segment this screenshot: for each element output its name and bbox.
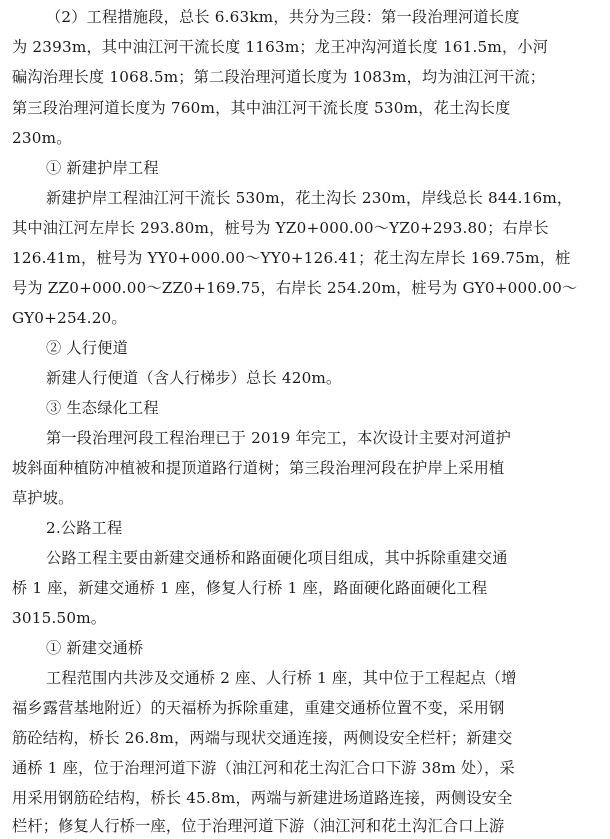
paragraph-line: GY0+254.20。 xyxy=(12,309,127,327)
paragraph-line: （2）工程措施段，总长 6.63km，共分为三段：第一段治理河道长度 xyxy=(46,8,520,26)
paragraph-line: 230m。 xyxy=(12,129,72,147)
paragraph-line: 公路工程主要由新建交通桥和路面硬化项目组成，其中拆除重建交通 xyxy=(46,549,508,567)
paragraph-line: 坡斜面种植防冲植被和提顶道路行道树；第三段治理河段在护岸上采用植 xyxy=(12,459,505,477)
paragraph-line: 第一段治理河段工程治理已于 2019 年完工，本次设计主要对河道护 xyxy=(46,429,511,447)
paragraph-line: 126.41m，桩号为 YY0+000.00～YY0+126.41；花土沟左岸长 169.75m，桩 xyxy=(12,249,571,267)
paragraph-line: 新建人行便道（含人行梯步）总长 420m。 xyxy=(46,369,342,387)
section-heading: ② 人行便道 xyxy=(46,339,128,357)
paragraph-line: 工程范围内共涉及交通桥 2 座、人行桥 1 座，其中位于工程起点（增 xyxy=(46,669,517,687)
paragraph-line: 为 2393m，其中油江河干流长度 1163m；龙王冲沟河道长度 161.5m，小河 xyxy=(12,38,549,56)
paragraph-line: 草护坡。 xyxy=(12,489,74,507)
section-heading: ③ 生态绿化工程 xyxy=(46,399,159,417)
paragraph-line: 用采用钢筋砼结构，桥长 45.8m，两端与新建进场道路连接，两侧设安全 xyxy=(12,789,513,807)
paragraph-line: 新建护岸工程油江河干流长 530m，花土沟长 230m，岸线总长 844.16m， xyxy=(46,189,573,207)
section-heading: ① 新建护岸工程 xyxy=(46,159,159,177)
paragraph-line: 栏杆；修复人行桥一座，位于治理河道下游（油江河和花土沟汇合口上游 xyxy=(12,817,505,835)
paragraph-line: 桥 1 座，新建交通桥 1 座，修复人行桥 1 座，路面硬化路面硬化工程 xyxy=(12,579,488,597)
paragraph-line: 筋砼结构，桥长 26.8m，两端与现状交通连接，两侧设安全栏杆；新建交 xyxy=(12,729,513,747)
paragraph-line: 3015.50m。 xyxy=(12,609,107,627)
paragraph-line: 福乡露营基地附近）的天福桥为拆除重建，重建交通桥位置不变，采用钢 xyxy=(12,699,505,717)
section-heading: ① 新建交通桥 xyxy=(46,639,144,657)
paragraph-line: 碥沟治理长度 1068.5m；第二段治理河道长度为 1083m，均为油江河干流； xyxy=(12,68,546,86)
section-heading: 2.公路工程 xyxy=(46,519,123,537)
paragraph-line: 第三段治理河道长度为 760m，其中油江河干流长度 530m，花土沟长度 xyxy=(12,99,511,117)
paragraph-line: 通桥 1 座，位于治理河道下游（油江河和花土沟汇合口下游 38m 处），采 xyxy=(12,759,515,777)
paragraph-line: 号为 ZZ0+000.00～ZZ0+169.75，右岸长 254.20m，桩号为 GY0+000.00～ xyxy=(12,279,578,297)
paragraph-line: 其中油江河左岸长 293.80m，桩号为 YZ0+000.00～YZ0+293.80；右岸长 xyxy=(12,219,549,237)
